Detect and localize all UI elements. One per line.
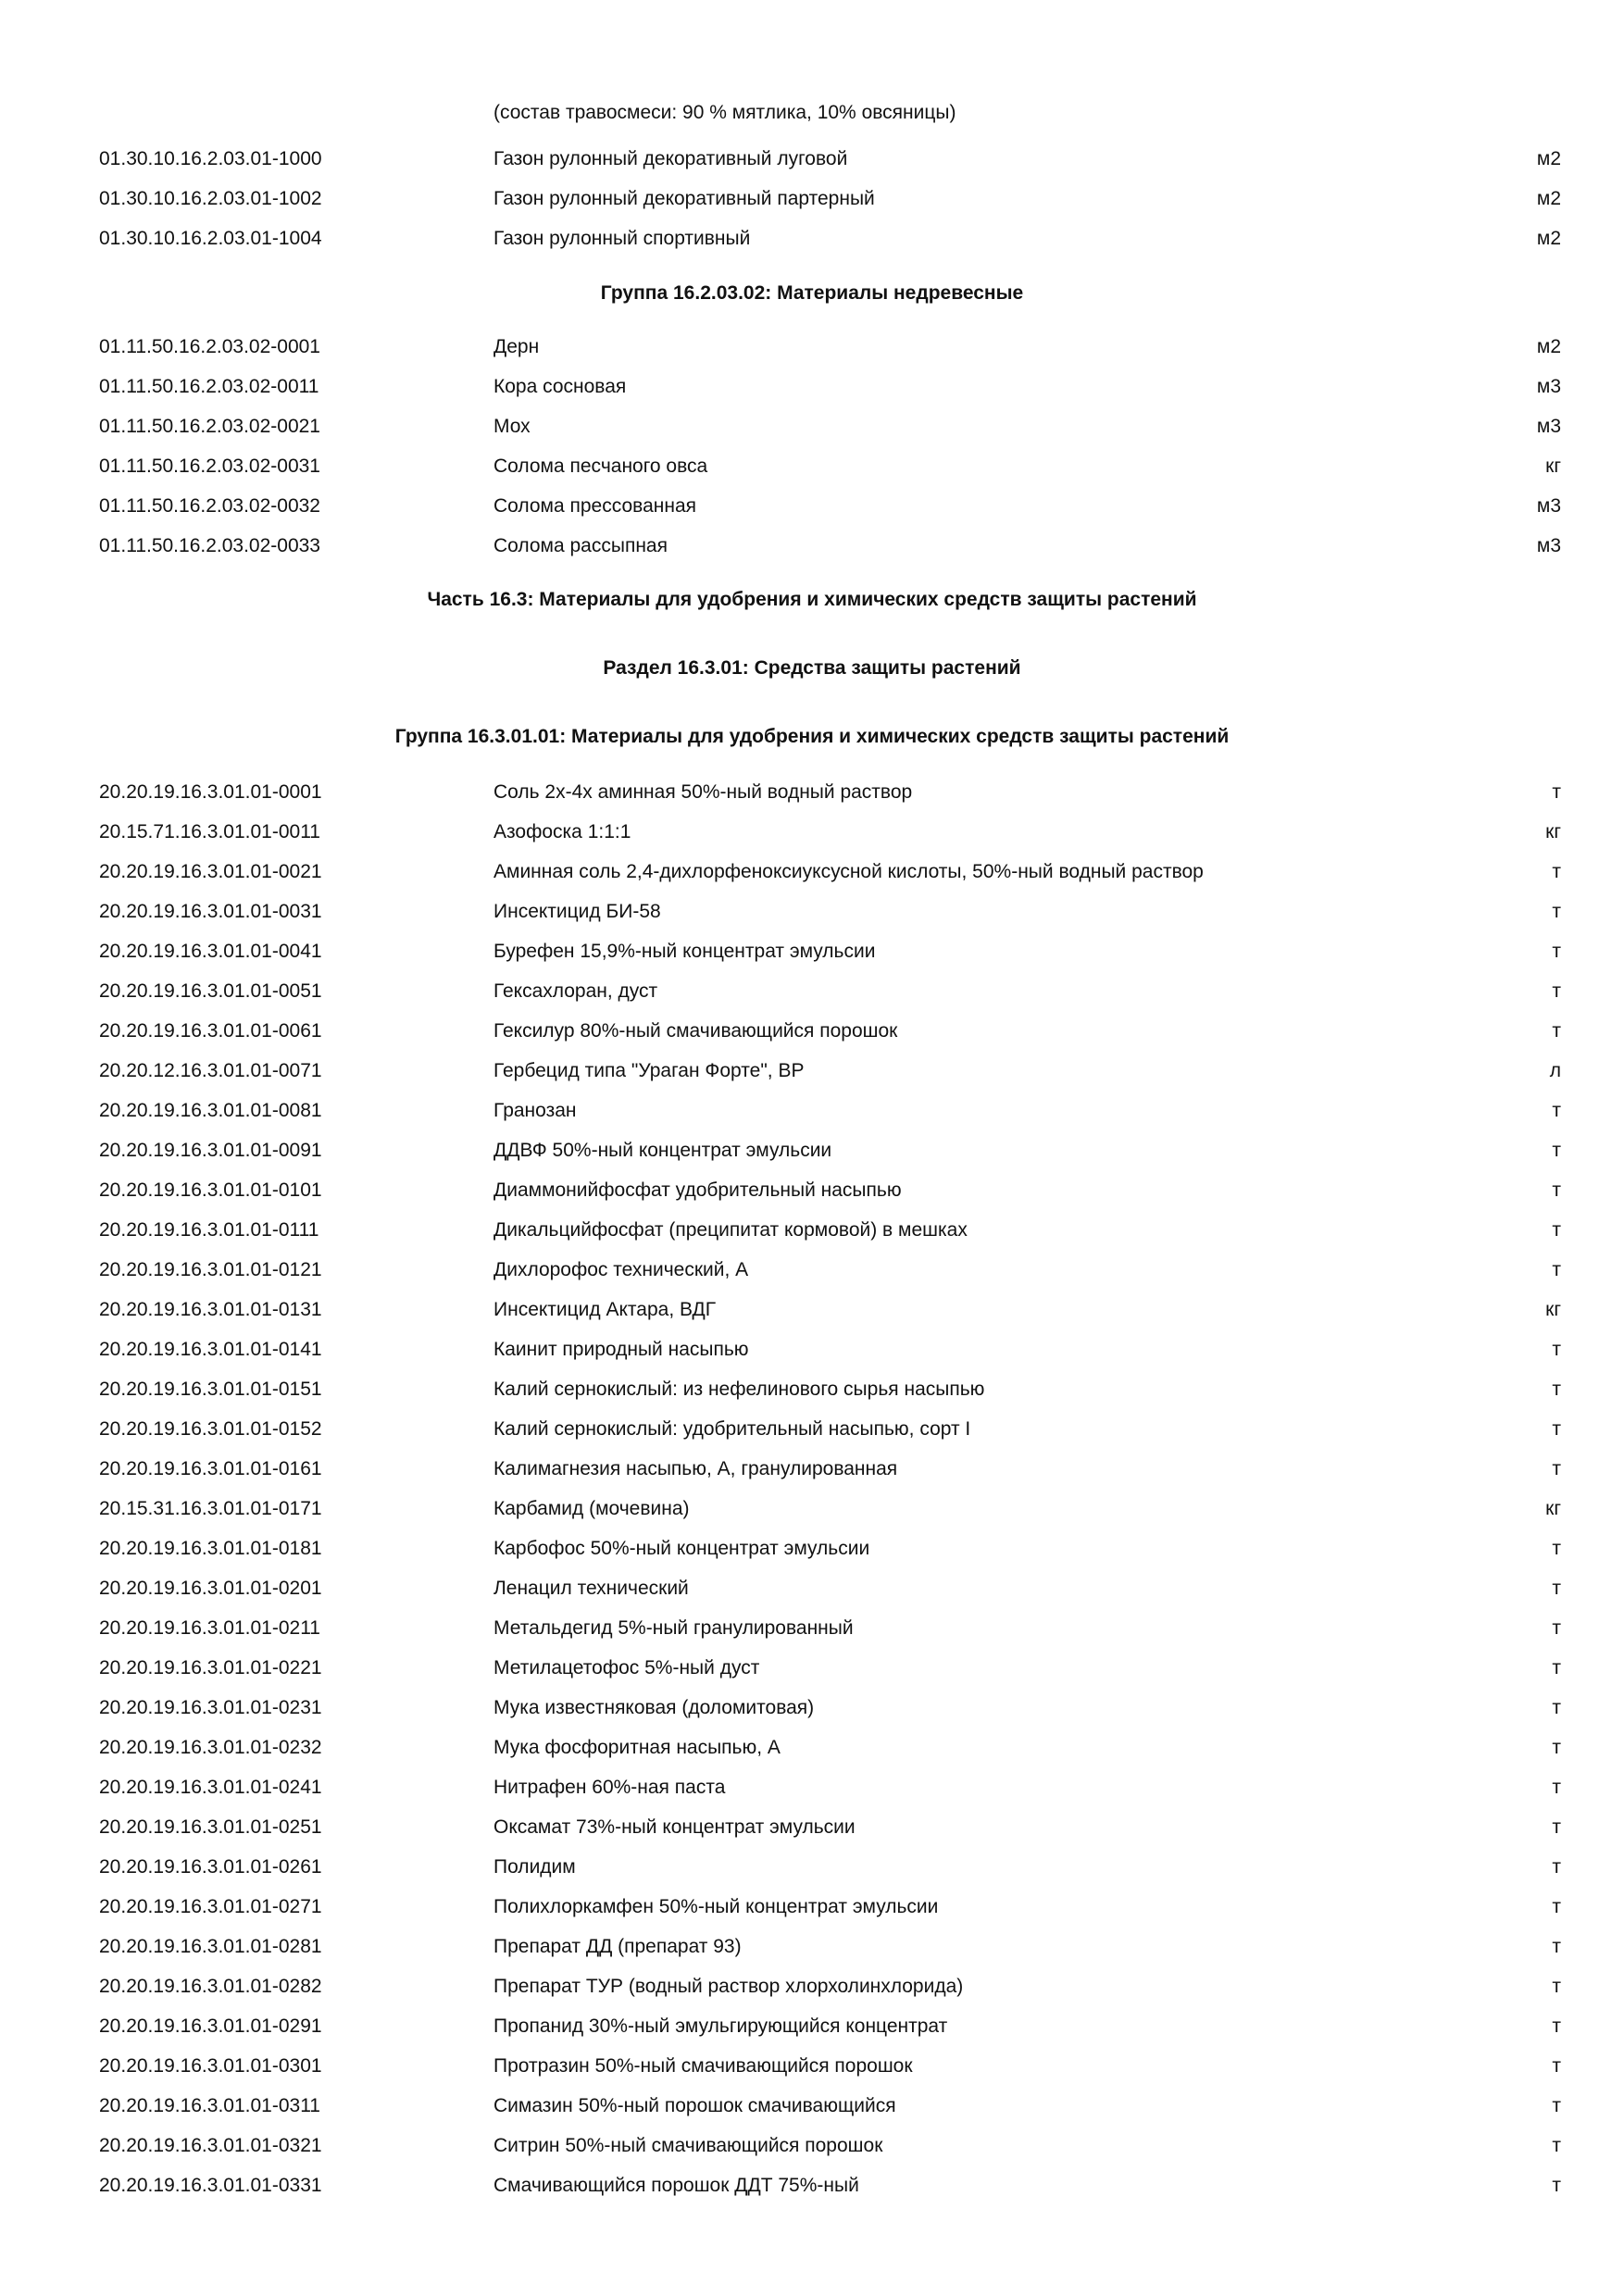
row-name: Мука известняковая (доломитовая) <box>493 1697 815 1718</box>
row-unit: т <box>1552 1418 1561 1440</box>
table-row <box>0 1415 1624 1444</box>
row-name: Мох <box>493 416 531 437</box>
row-unit: т <box>1552 1379 1561 1400</box>
row-unit: т <box>1552 1020 1561 1042</box>
row-name: Оксамат 73%-ный концентрат эмульсии <box>493 1816 856 1838</box>
row-unit: м3 <box>1536 535 1561 556</box>
row-name: Нитрафен 60%-ная паста <box>493 1777 726 1798</box>
table-row <box>0 2052 1624 2081</box>
table-row <box>0 492 1624 521</box>
table-row <box>0 778 1624 807</box>
table-row <box>0 1096 1624 1126</box>
row-unit: т <box>1552 1896 1561 1917</box>
table-row <box>0 1574 1624 1603</box>
row-unit: т <box>1552 1936 1561 1957</box>
table-row <box>0 1494 1624 1524</box>
lead-note-line <box>0 98 1624 128</box>
table-row <box>0 1853 1624 1882</box>
table-row <box>0 1614 1624 1643</box>
row-code: 01.11.50.16.2.03.02-0033 <box>99 535 320 556</box>
row-name: Газон рулонный декоративный партерный <box>493 188 875 209</box>
row-name: Карбофос 50%-ный концентрат эмульсии <box>493 1538 870 1559</box>
row-name: Метальдегид 5%-ный гранулированный <box>493 1617 854 1639</box>
table-row <box>0 2171 1624 2201</box>
row-code: 20.20.19.16.3.01.01-0321 <box>99 2135 322 2156</box>
row-code: 01.30.10.16.2.03.01-1000 <box>99 148 322 169</box>
row-name: Симазин 50%-ный порошок смачивающийся <box>493 2095 896 2116</box>
row-code: 20.20.19.16.3.01.01-0282 <box>99 1976 322 1997</box>
row-name: Гексахлоран, дуст <box>493 980 658 1002</box>
row-code: 20.20.19.16.3.01.01-0151 <box>99 1379 322 1400</box>
row-name: Пропанид 30%-ный эмульгирующийся концентрат <box>493 2015 948 2037</box>
row-code: 20.20.19.16.3.01.01-0181 <box>99 1538 322 1559</box>
row-code: 20.20.19.16.3.01.01-0241 <box>99 1777 322 1798</box>
row-code: 20.20.19.16.3.01.01-0111 <box>99 1219 319 1241</box>
row-unit: м2 <box>1536 188 1561 209</box>
row-code: 20.20.19.16.3.01.01-0091 <box>99 1140 322 1161</box>
row-code: 20.20.19.16.3.01.01-0311 <box>99 2095 320 2116</box>
row-unit: т <box>1552 941 1561 962</box>
row-unit: т <box>1552 2015 1561 2037</box>
row-unit: м2 <box>1536 148 1561 169</box>
table-row <box>0 1375 1624 1404</box>
row-unit: т <box>1552 1816 1561 1838</box>
row-code: 20.20.19.16.3.01.01-0251 <box>99 1816 322 1838</box>
row-unit: т <box>1552 2095 1561 2116</box>
row-name: Полидим <box>493 1856 576 1878</box>
row-unit: т <box>1552 1458 1561 1479</box>
row-unit: м2 <box>1536 336 1561 357</box>
row-code: 20.20.19.16.3.01.01-0031 <box>99 901 322 922</box>
row-code: 20.20.19.16.3.01.01-0281 <box>99 1936 322 1957</box>
row-code: 20.20.19.16.3.01.01-0121 <box>99 1259 322 1280</box>
row-unit: т <box>1552 1100 1561 1121</box>
row-unit: т <box>1552 1657 1561 1678</box>
table-row <box>0 857 1624 887</box>
table-row <box>0 1295 1624 1325</box>
table-row <box>0 531 1624 561</box>
row-unit: т <box>1552 1976 1561 1997</box>
row-unit: т <box>1552 2055 1561 2077</box>
table-row <box>0 412 1624 442</box>
table-row <box>0 1136 1624 1166</box>
table-row <box>0 1813 1624 1842</box>
row-code: 20.20.19.16.3.01.01-0021 <box>99 861 322 882</box>
row-unit: т <box>1552 1578 1561 1599</box>
table-row <box>0 937 1624 967</box>
row-code: 20.20.19.16.3.01.01-0301 <box>99 2055 322 2077</box>
row-code: 20.20.19.16.3.01.01-0051 <box>99 980 322 1002</box>
table-row <box>0 372 1624 402</box>
row-name: Ситрин 50%-ный смачивающийся порошок <box>493 2135 883 2156</box>
row-code: 20.20.19.16.3.01.01-0221 <box>99 1657 322 1678</box>
table-row <box>0 1653 1624 1683</box>
table-row <box>0 1056 1624 1086</box>
table-row <box>0 184 1624 214</box>
row-name: Калимагнезия насыпью, А, гранулированная <box>493 1458 898 1479</box>
row-code: 01.30.10.16.2.03.01-1004 <box>99 228 322 249</box>
table-row <box>0 2012 1624 2041</box>
row-name: Дерн <box>493 336 540 357</box>
row-code: 20.20.19.16.3.01.01-0231 <box>99 1697 322 1718</box>
row-name: Аминная соль 2,4-дихлорфеноксиуксусной кислоты, 50%-ный водный раствор <box>493 861 1204 882</box>
table-row <box>0 1176 1624 1205</box>
row-code: 20.20.19.16.3.01.01-0232 <box>99 1737 322 1758</box>
row-code: 01.11.50.16.2.03.02-0032 <box>99 495 320 517</box>
row-code: 20.20.19.16.3.01.01-0271 <box>99 1896 322 1917</box>
row-unit: т <box>1552 980 1561 1002</box>
row-name: Азофоска 1:1:1 <box>493 821 631 842</box>
row-unit: т <box>1552 901 1561 922</box>
row-unit: м3 <box>1536 495 1561 517</box>
row-unit: кг <box>1545 1299 1561 1320</box>
row-code: 20.15.71.16.3.01.01-0011 <box>99 821 320 842</box>
row-code: 20.20.19.16.3.01.01-0161 <box>99 1458 322 1479</box>
table-row <box>0 897 1624 927</box>
row-name: Карбамид (мочевина) <box>493 1498 690 1519</box>
row-unit: кг <box>1545 821 1561 842</box>
table-row <box>0 1932 1624 1962</box>
group-heading: Группа 16.2.03.02: Материалы недревесные <box>600 282 1024 304</box>
group-heading: Группа 16.3.01.01: Материалы для удобрения и химических средств защиты растений <box>394 726 1230 747</box>
row-name: Калий сернокислый: удобрительный насыпью, сорт I <box>493 1418 971 1440</box>
row-name: Мука фосфоритная насыпью, А <box>493 1737 781 1758</box>
row-code: 20.20.19.16.3.01.01-0001 <box>99 781 322 803</box>
row-unit: т <box>1552 1339 1561 1360</box>
row-name: Соль 2х-4х аминная 50%-ный водный раствор <box>493 781 913 803</box>
row-unit: м2 <box>1536 228 1561 249</box>
table-row <box>0 1335 1624 1365</box>
row-name: Диаммонийфосфат удобрительный насыпью <box>493 1179 902 1201</box>
lead-note: (состав травосмеси: 90 % мятлика, 10% овсяницы) <box>493 102 956 123</box>
row-name: Гексилур 80%-ный смачивающийся порошок <box>493 1020 898 1042</box>
row-unit: т <box>1552 1219 1561 1241</box>
row-name: Полихлоркамфен 50%-ный концентрат эмульсии <box>493 1896 939 1917</box>
row-code: 20.20.19.16.3.01.01-0211 <box>99 1617 320 1639</box>
row-name: Каинит природный насыпью <box>493 1339 749 1360</box>
row-code: 01.11.50.16.2.03.02-0001 <box>99 336 320 357</box>
row-unit: т <box>1552 2175 1561 2196</box>
row-unit: т <box>1552 1179 1561 1201</box>
row-unit: м3 <box>1536 376 1561 397</box>
row-code: 20.20.19.16.3.01.01-0081 <box>99 1100 322 1121</box>
row-name: Препарат ДД (препарат 93) <box>493 1936 742 1957</box>
row-name: Смачивающийся порошок ДДТ 75%-ный <box>493 2175 859 2196</box>
row-name: Препарат ТУР (водный раствор хлорхолинхлорида) <box>493 1976 964 1997</box>
row-unit: кг <box>1545 1498 1561 1519</box>
row-name: Гранозан <box>493 1100 577 1121</box>
row-name: Бурефен 15,9%-ный концентрат эмульсии <box>493 941 876 962</box>
row-name: Солома рассыпная <box>493 535 668 556</box>
row-unit: т <box>1552 1259 1561 1280</box>
row-name: Инсектицид Актара, ВДГ <box>493 1299 717 1320</box>
table-row <box>0 977 1624 1006</box>
row-unit: т <box>1552 2135 1561 2156</box>
row-name: Газон рулонный декоративный луговой <box>493 148 848 169</box>
table-row <box>0 1892 1624 1922</box>
row-unit: т <box>1552 1856 1561 1878</box>
row-unit: т <box>1552 1617 1561 1639</box>
table-row <box>0 1972 1624 2002</box>
row-code: 20.20.19.16.3.01.01-0141 <box>99 1339 322 1360</box>
table-row <box>0 1454 1624 1484</box>
row-code: 01.11.50.16.2.03.02-0011 <box>99 376 319 397</box>
row-unit: т <box>1552 1538 1561 1559</box>
row-code: 20.20.19.16.3.01.01-0101 <box>99 1179 322 1201</box>
row-name: Дикальцийфосфат (преципитат кормовой) в мешках <box>493 1219 968 1241</box>
row-code: 20.20.19.16.3.01.01-0291 <box>99 2015 322 2037</box>
table-row <box>0 332 1624 362</box>
row-code: 01.30.10.16.2.03.01-1002 <box>99 188 322 209</box>
row-unit: м3 <box>1536 416 1561 437</box>
row-code: 01.11.50.16.2.03.02-0031 <box>99 455 320 477</box>
part-heading: Часть 16.3: Материалы для удобрения и химических средств защиты растений <box>427 589 1197 610</box>
row-code: 20.20.19.16.3.01.01-0201 <box>99 1578 322 1599</box>
table-row <box>0 2131 1624 2161</box>
table-row <box>0 1216 1624 1245</box>
row-name: Метилацетофос 5%-ный дуст <box>493 1657 760 1678</box>
table-row <box>0 1773 1624 1803</box>
row-name: Ленацил технический <box>493 1578 689 1599</box>
row-code: 20.20.19.16.3.01.01-0041 <box>99 941 322 962</box>
row-code: 20.20.19.16.3.01.01-0152 <box>99 1418 322 1440</box>
table-row <box>0 2091 1624 2121</box>
row-name: Калий сернокислый: из нефелинового сырья насыпью <box>493 1379 985 1400</box>
row-unit: т <box>1552 781 1561 803</box>
row-name: ДДВФ 50%-ный концентрат эмульсии <box>493 1140 832 1161</box>
table-row <box>0 144 1624 174</box>
row-unit: т <box>1552 861 1561 882</box>
table-row <box>0 1693 1624 1723</box>
row-name: Кора сосновая <box>493 376 627 397</box>
row-code: 20.20.19.16.3.01.01-0131 <box>99 1299 322 1320</box>
row-name: Солома песчаного овса <box>493 455 708 477</box>
table-row <box>0 224 1624 254</box>
row-name: Протразин 50%-ный смачивающийся порошок <box>493 2055 913 2077</box>
row-code: 20.15.31.16.3.01.01-0171 <box>99 1498 322 1519</box>
table-row <box>0 1255 1624 1285</box>
row-code: 01.11.50.16.2.03.02-0021 <box>99 416 320 437</box>
table-row <box>0 817 1624 847</box>
row-unit: кг <box>1545 455 1561 477</box>
row-name: Дихлорофос технический, А <box>493 1259 749 1280</box>
table-row <box>0 1733 1624 1763</box>
row-unit: т <box>1552 1697 1561 1718</box>
table-row <box>0 1534 1624 1564</box>
row-name: Солома прессованная <box>493 495 696 517</box>
row-name: Гербецид типа "Ураган Форте", ВР <box>493 1060 805 1081</box>
table-row <box>0 1017 1624 1046</box>
row-unit: т <box>1552 1140 1561 1161</box>
row-code: 20.20.19.16.3.01.01-0261 <box>99 1856 322 1878</box>
table-row <box>0 452 1624 481</box>
row-code: 20.20.19.16.3.01.01-0061 <box>99 1020 322 1042</box>
row-unit: л <box>1549 1060 1561 1081</box>
row-name: Инсектицид БИ-58 <box>493 901 661 922</box>
row-code: 20.20.12.16.3.01.01-0071 <box>99 1060 322 1081</box>
row-code: 20.20.19.16.3.01.01-0331 <box>99 2175 322 2196</box>
row-unit: т <box>1552 1777 1561 1798</box>
row-unit: т <box>1552 1737 1561 1758</box>
section-heading: Раздел 16.3.01: Средства защиты растений <box>603 657 1021 679</box>
row-name: Газон рулонный спортивный <box>493 228 751 249</box>
